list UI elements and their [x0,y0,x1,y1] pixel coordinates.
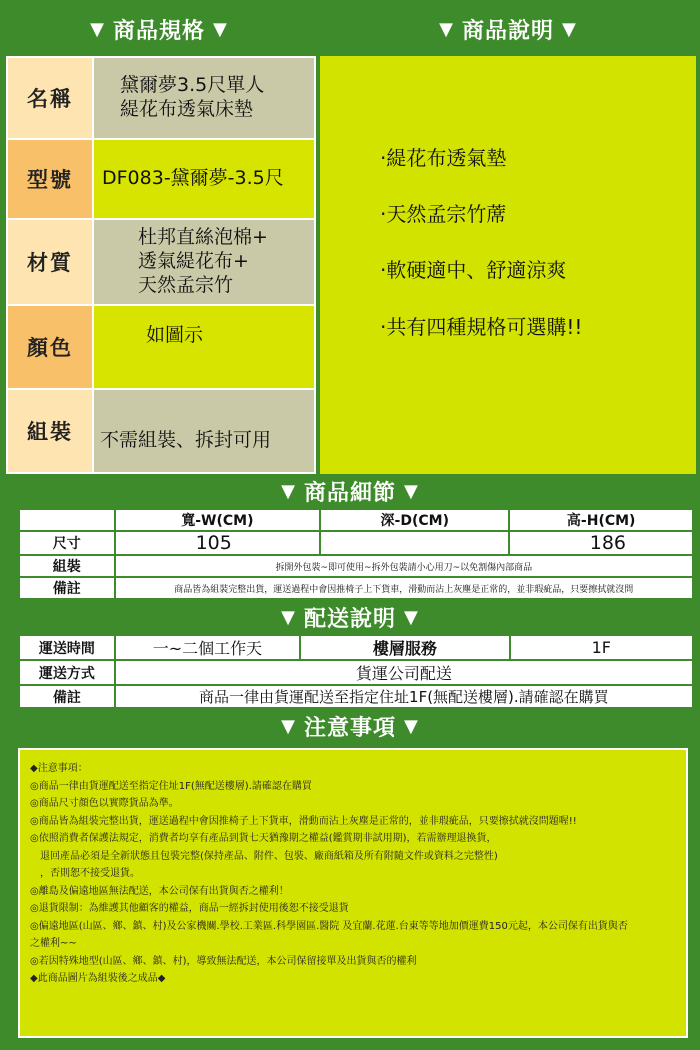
triangle-down-icon: ▼ [439,18,454,40]
col-header-height: 高-H(CM) [509,509,693,531]
spec-label-material: 材質 [8,220,92,304]
spec-value-line: 如圖示 [146,324,204,346]
notice-line: 退回產品必須是全新狀態且包裝完整(保持產品、附件、包裝、廠商紙箱及所有附隨文件或資料之完整性) [30,850,498,862]
table-row [19,577,693,599]
spec-value-color [94,306,314,388]
time-value: 一~二個工作天 [115,635,300,660]
triangle-down-icon: ▼ [281,480,296,502]
spec-label-assembly: 組裝 [8,390,92,472]
col-header-width: 寬-W(CM) [115,509,321,531]
notice-line: ◎商品皆為組裝完整出貨，運送過程中會因推椅子上下貨車，滑動而沾上灰塵是正常的，並非瑕疵品，只要擦拭就沒問題喔!! [30,815,577,827]
size-height: 186 [509,531,693,555]
notice-box [18,748,688,1038]
row-label-size: 尺寸 [19,531,115,555]
size-width: 105 [115,531,321,555]
spec-header [4,6,314,52]
spec-label-color: 顏色 [8,306,92,388]
spec-value-line: DF083-黛爾夢-3.5尺 [102,167,284,190]
spec-value-line: 杜邦直絲泡棉+ [138,226,268,249]
assembly-text: 拆開外包裝~即可使用~拆外包裝請小心用刀~以免割傷內部商品 [115,555,693,577]
spec-value-line: 透氣緹花布+ [138,250,249,273]
detail-table [18,508,694,600]
triangle-down-icon: ▼ [404,715,419,737]
table-row [19,660,693,685]
size-depth [320,531,509,555]
notice-line: ◎若因特殊地型(山區、鄉、鎮、村)，導致無法配送，本公司保留接單及出貨與否的權利 [30,955,417,967]
spec-table [6,56,316,474]
row-label-assembly: 組裝 [19,555,115,577]
delivery-header-label: 配送說明 [303,606,396,632]
desc-item: ‧共有四種規格可選購!! [380,315,583,339]
table-cell [19,509,115,531]
spec-value-material [94,220,314,304]
spec-label-model: 型號 [8,140,92,218]
notice-line: ◆此商品圖片為組裝後之成品◆ [30,973,166,984]
spec-value-line: 不需組裝、拆封可用 [100,429,272,452]
spec-label-name: 名稱 [8,58,92,138]
row-label-note: 備註 [19,577,115,599]
table-row [19,635,693,660]
notice-header-label: 注意事項 [303,715,396,741]
method-value: 貨運公司配送 [115,660,693,685]
spec-header-label: 商品規格 [112,18,205,44]
triangle-down-icon: ▼ [281,606,296,628]
delivery-note-value: 商品一律由貨運配送至指定住址1F(無配送樓層).請確認在購買 [115,685,693,708]
detail-header-label: 商品細節 [303,480,396,506]
table-row [19,685,693,708]
spec-value-line: 黛爾夢3.5尺單人 [120,74,265,97]
desc-item: ‧天然孟宗竹蓆 [380,202,507,226]
triangle-down-icon: ▼ [90,18,105,40]
notice-line: 之權利~~ [30,938,77,949]
desc-item: ‧軟硬適中、舒適涼爽 [380,258,567,282]
notice-header [4,710,696,742]
notice-line: ◎依照消費者保護法規定，消費者均享有產品到貨七天猶豫期之權益(鑑賞期非試用期)，若需辦理退換貨， [30,833,497,844]
notice-line: ◎退貨限制：為維護其他顧客的權益，商品一經拆封使用後恕不接受退貨 [30,903,349,914]
row-label-note: 備註 [19,685,115,708]
col-header-depth: 深-D(CM) [320,509,509,531]
notice-line: ◆注意事項： [30,763,88,774]
desc-header [320,6,696,52]
notice-line: ◎商品尺寸顏色以實際貨品為準。 [30,798,179,809]
floor-value: 1F [510,635,693,660]
table-row [19,509,693,531]
spec-value-line: 緹花布透氣床墊 [120,98,254,120]
spec-value-assembly [94,390,314,472]
desc-item: ‧緹花布透氣墊 [380,146,507,170]
notice-line: ，否則恕不接受退貨。 [30,868,140,879]
notice-line: ◎離島及偏遠地區無法配送，本公司保有出貨與否之權利！ [30,885,289,897]
delivery-header [4,602,696,632]
notice-line: ◎偏遠地區(山區、鄉、鎮、村)及公家機關.學校.工業區.科學園區.醫院 及宜蘭.花蓮.台東等等地加價運費150元起，本公司保有出貨與否 [30,920,628,932]
notice-line: ◎商品一律由貨運配送至指定住址1F(無配送樓層).請確認在購買 [30,780,312,792]
detail-header [4,476,696,506]
row-label-time: 運送時間 [19,635,115,660]
triangle-down-icon: ▼ [281,715,296,737]
desc-header-label: 商品說明 [461,18,554,44]
table-row [19,555,693,577]
row-label-method: 運送方式 [19,660,115,685]
delivery-table [18,634,694,709]
floor-label: 樓層服務 [300,635,509,660]
triangle-down-icon: ▼ [404,606,419,628]
spec-value-model [94,140,314,218]
note-text: 商品皆為組裝完整出貨，運送過程中會因推椅子上下貨車，滑動而沾上灰塵是正常的，並非瑕疵品，只要擦拭就沒問 [115,577,693,599]
spec-value-line: 天然孟宗竹 [138,273,234,296]
spec-value-name [94,58,314,138]
triangle-down-icon: ▼ [404,480,419,502]
table-row [19,531,693,555]
triangle-down-icon: ▼ [213,18,228,40]
triangle-down-icon: ▼ [562,18,577,40]
